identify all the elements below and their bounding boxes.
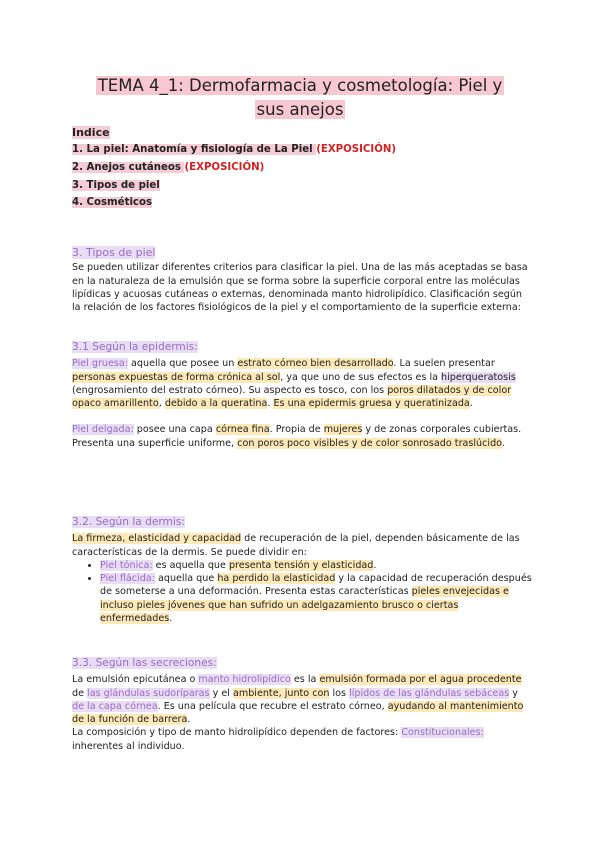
section-3-3-paragraph-1: La emulsión epicutánea o manto hidrolipídico es la emulsión formada por el agua procedente de las glándulas sudoríparas y el ambiente, junto con los lípidos de las glándulas sebáceas y de la capa córnea. Es una película que recubre el estrato córneo, ayudando al mantenimiento de la función de barrera. bbox=[72, 674, 524, 726]
section-3 bbox=[72, 246, 532, 314]
index-heading: Indice bbox=[72, 126, 110, 139]
piel-delgada-paragraph: Piel delgada: posee una capa córnea fina. Propia de mujeres y de zonas corporales cubiertas. Presenta una superficie uniforme, con poros poco visibles y de color sonrosado traslúcido. bbox=[72, 424, 522, 449]
section-3-2-heading: 3.2. Según la dermis: bbox=[72, 516, 185, 528]
title-line-2: sus anejos bbox=[256, 100, 344, 119]
dermis-list bbox=[72, 559, 532, 625]
section-3-3-heading: 3.3. Según las secreciones: bbox=[72, 657, 217, 669]
index-item-4: 4. Cosméticos bbox=[72, 197, 153, 208]
page-title bbox=[70, 74, 530, 122]
section-3-intro: Se pueden utilizar diferentes criterios para clasificar la piel. Una de las más aceptadas se basa en la naturaleza de la emulsión que se forma sobre la superficie corporal entre las moléculas lipídicas y acuosas cutáneas o externas, denominada manto hidrolipídico. Clasificación según la relación de los factores fisiológicos de la piel y el comportamiento de la superficie externa: bbox=[72, 262, 528, 314]
piel-gruesa-paragraph: Piel gruesa: aquella que posee un estrato córneo bien desarrollado. La suelen presentar personas expuestas de forma crónica al sol, ya que uno de sus efectos es la hiperqueratosis (engrosamiento del estrato córneo). Su aspecto es tosco, con los poros dilatados y de color opaco amarillento, debido a la queratina. Es una epidermis gruesa y queratinizada. bbox=[72, 358, 516, 410]
section-3-2-intro: La firmeza, elasticidad y capacidad de recuperación de la piel, dependen básicamente de las características de la dermis. Se puede dividir en: bbox=[72, 533, 520, 558]
index-item-3: 3. Tipos de piel bbox=[72, 180, 160, 191]
section-3-3 bbox=[72, 657, 532, 753]
section-3-2 bbox=[72, 516, 532, 625]
section-3-1 bbox=[72, 341, 532, 450]
section-3-heading: 3. Tipos de piel bbox=[72, 246, 156, 259]
list-item: • Piel flácida: aquella que ha perdido la elasticidad y la capacidad de recuperación después de someterse a una deformación. Presenta estas características pieles envejecidas e incluso pieles jóvenes que han sufrido un adelgazamiento brusco o ciertas enfermedades. bbox=[100, 572, 532, 625]
section-3-1-heading: 3.1 Según la epidermis: bbox=[72, 341, 198, 353]
list-item: • Piel tónica: es aquella que presenta tensión y elasticidad. bbox=[100, 559, 532, 572]
index-item-1: 1. La piel: Anatomía y fisiología de La Piel (EXPOSICIÓN) bbox=[72, 144, 397, 155]
title-line-1: TEMA 4_1: Dermofarmacia y cosmetología: Piel y bbox=[97, 76, 503, 95]
index-item-2: 2. Anejos cutáneos (EXPOSICIÓN) bbox=[72, 162, 265, 173]
section-3-3-paragraph-2: La composición y tipo de manto hidrolipídico dependen de factores: Constitucionales: inherentes al individuo. bbox=[72, 727, 484, 752]
